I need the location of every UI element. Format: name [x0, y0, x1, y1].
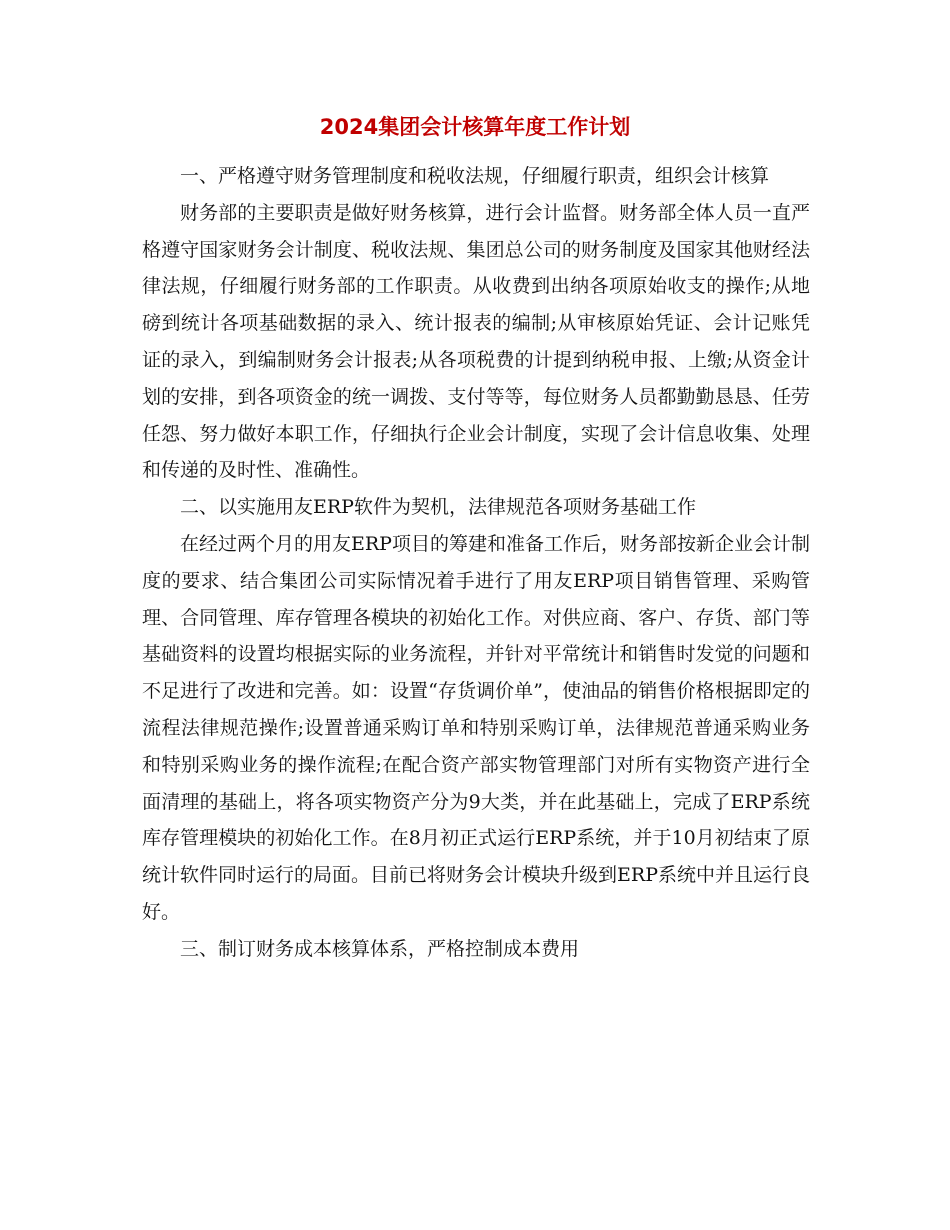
document-title: 2024集团会计核算年度工作计划 [319, 115, 631, 139]
body-paragraph-2: 在经过两个月的用友ERP项目的筹建和准备工作后，财务部按新企业会计制度的要求、结合集团公司实际情况着手进行了用友ERP项目销售管理、采购管理、合同管理、库存管理各模块的初始化工作。对供应商、客户、存货、部门等基础资料的设置均根据实际的业务流程，并针对平常统计和销售时发觉的问题和不足进行了改进和完善。如：设置“存货调价单”，使油品的销售价格根据即定的流程法律规范操作;设置普通采购订单和特别采购订单，法律规范普通采购业务和特别采购业务的操作流程;在配合资产部实物管理部门对所有实物资产进行全面清理的基础上，将各项实物资产分为9大类，并在此基础上，完成了ERP系统库存管理模块的初始化工作。在8月初正式运行ERP系统，并于10月初结束了原统计软件同时运行的局面。目前已将财务会计模块升级到ERP系统中并且运行良好。 [142, 532, 810, 923]
body-paragraph-1: 财务部的主要职责是做好财务核算，进行会计监督。财务部全体人员一直严格遵守国家财务会计制度、税收法规、集团总公司的财务制度及国家其他财经法律法规，仔细履行财务部的工作职责。从收费到出纳各项原始收支的操作;从地磅到统计各项基础数据的录入、统计报表的编制;从审核原始凭证、会计记账凭证的录入，到编制财务会计报表;从各项税费的计提到纳税申报、上缴;从资金计划的安排，到各项资金的统一调拨、支付等等，每位财务人员都勤勤恳恳、任劳任怨、努力做好本职工作，仔细执行企业会计制度，实现了会计信息收集、处理和传递的及时性、准确性。 [142, 201, 810, 482]
section-heading-3: 三、制订财务成本核算体系，严格控制成本费用 [180, 937, 580, 960]
document-body [142, 158, 810, 968]
section-heading-1: 一、严格遵守财务管理制度和税收法规，仔细履行职责，组织会计核算 [180, 165, 770, 187]
section-heading-2: 二、以实施用友ERP软件为契机，法律规范各项财务基础工作 [180, 496, 696, 519]
